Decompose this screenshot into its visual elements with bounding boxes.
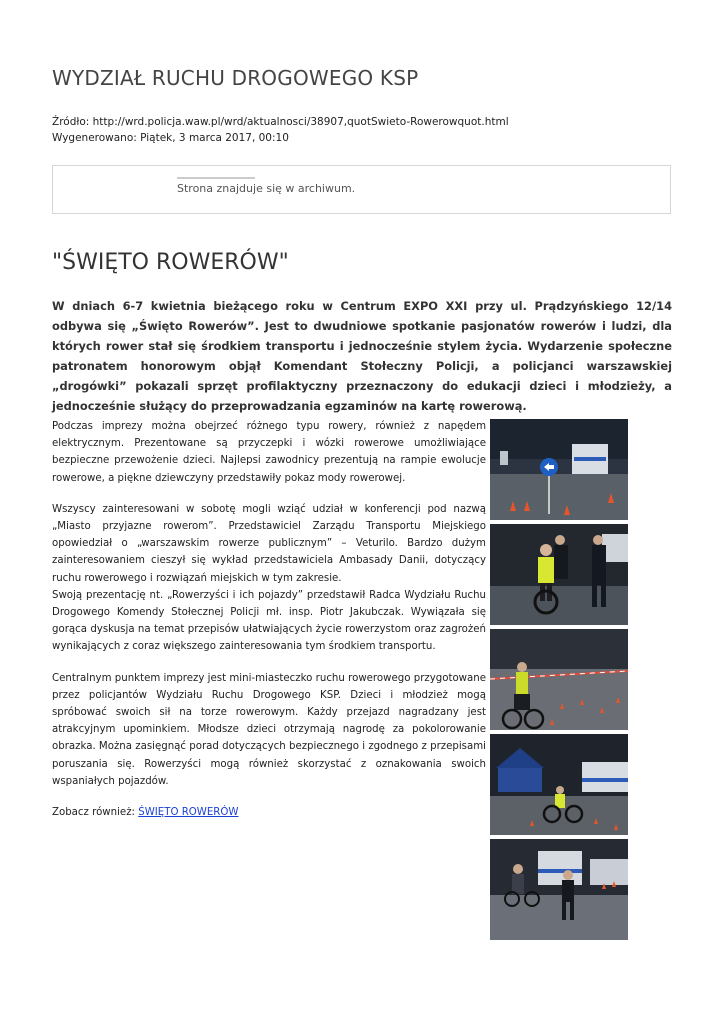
see-also-link[interactable]: ŚWIĘTO ROWERÓW <box>138 807 239 819</box>
site-title: WYDZIAŁ RUCHU DROGOWEGO KSP <box>52 66 419 90</box>
paragraph-bikes: Podczas imprezy można obejrzeć różnego typu rowery, również z napędem elektrycznym. Prezentowane są przyczepki i wózki rowerowe umożliwiające bezpieczne przewożenie dzieci. Najlepsi zawodnicy prezentują na rampie ewolucje rowerowe, a piękne dziewczyny przedstawiły pokaz mody rowerowej. <box>52 421 486 484</box>
kids-bikes-photo[interactable] <box>490 839 628 940</box>
archive-notice-box <box>52 165 671 214</box>
paragraph-mini-town: Centralnym punktem imprezy jest mini-miasteczko ruchu rowerowego przygotowane przez policjantów Wydziału Ruchu Drogowego KSP. Dzieci i młodzież mogą spróbować swoich sił na torze rowerowym. Każdy przejazd nagradzany jest atrakcyjnym upominkiem. Młodsze dzieci otrzymają nagrodę za pokolorowanie obrazka. Można zasięgnąć porad dotyczących bezpiecznego i zgodnego z przepisami poruszania się. Rowerzyści mogą również skorzystać z oznakowania swoich wspaniałych pojazdów. <box>52 672 486 787</box>
article-lead: W dniach 6-7 kwietnia bieżącego roku w Centrum EXPO XXI przy ul. Prądzyńskiego 12/14 odbywa się „Święto Rowerów”. Jest to dwudniowe spotkanie pasjonatów rowerów i ludzi, dla których rower stał się środkiem transportu i jednocześnie stylem życia. Wydarzenie społeczne patronatem honorowym objął Komendant Stołeczny Policji, a policjanci warszawskiej „drogówki” pokazali sprzęt profilaktyczny przeznaczony do edukacji dzieci i młodzieży, a jednocześnie służący do przeprowadzania egzaminów na kartę rowerową. <box>52 299 672 413</box>
archive-divider <box>177 177 255 179</box>
source-line: Źródło: http://wrd.policja.waw.pl/wrd/aktualnosci/38907,quotSwieto-Rowerowquot.html <box>52 116 509 128</box>
tent-bike-photo[interactable] <box>490 734 628 835</box>
paragraph-presentation: Swoją prezentację nt. „Rowerzyści i ich pojazdy” przedstawił Radca Wydziału Ruchu Drogowego Komendy Stołecznej Policji mł. insp. Piotr Jakubczak. Wywiązała się gorąca dyskusja na temat przepisów ułatwiających życie rowerzystom oraz zagrożeń wynikających z coraz większego zainteresowania tym środkiem transportu. <box>52 589 486 653</box>
bike-track-photo[interactable] <box>490 419 628 520</box>
page-meta <box>52 114 509 146</box>
generated-line: Wygenerowano: Piątek, 3 marca 2017, 00:10 <box>52 132 289 144</box>
see-also-label: Zobacz również: <box>52 807 135 819</box>
article-body <box>52 418 486 835</box>
archive-notice: Strona znajduje się w archiwum. <box>177 182 356 195</box>
cyclist-cones-photo[interactable] <box>490 629 628 730</box>
see-also <box>52 804 486 821</box>
police-bike-photo[interactable] <box>490 524 628 625</box>
article-title: "ŚWIĘTO ROWERÓW" <box>52 250 289 275</box>
paragraph-conference: Wszyscy zainteresowani w sobotę mogli wziąć udział w konferencji pod nazwą „Miasto przyjazne rowerom”. Przedstawiciel Zarządu Transportu Miejskiego opowiedział o „warszawskim rowerze publicznym” – Veturilo. Bardzo dużym zainteresowaniem cieszył się wykład przedstawiciela Ambasady Danii, dotyczący ruchu rowerowego i rozwiązań miejskich w tym zakresie. <box>52 503 486 584</box>
